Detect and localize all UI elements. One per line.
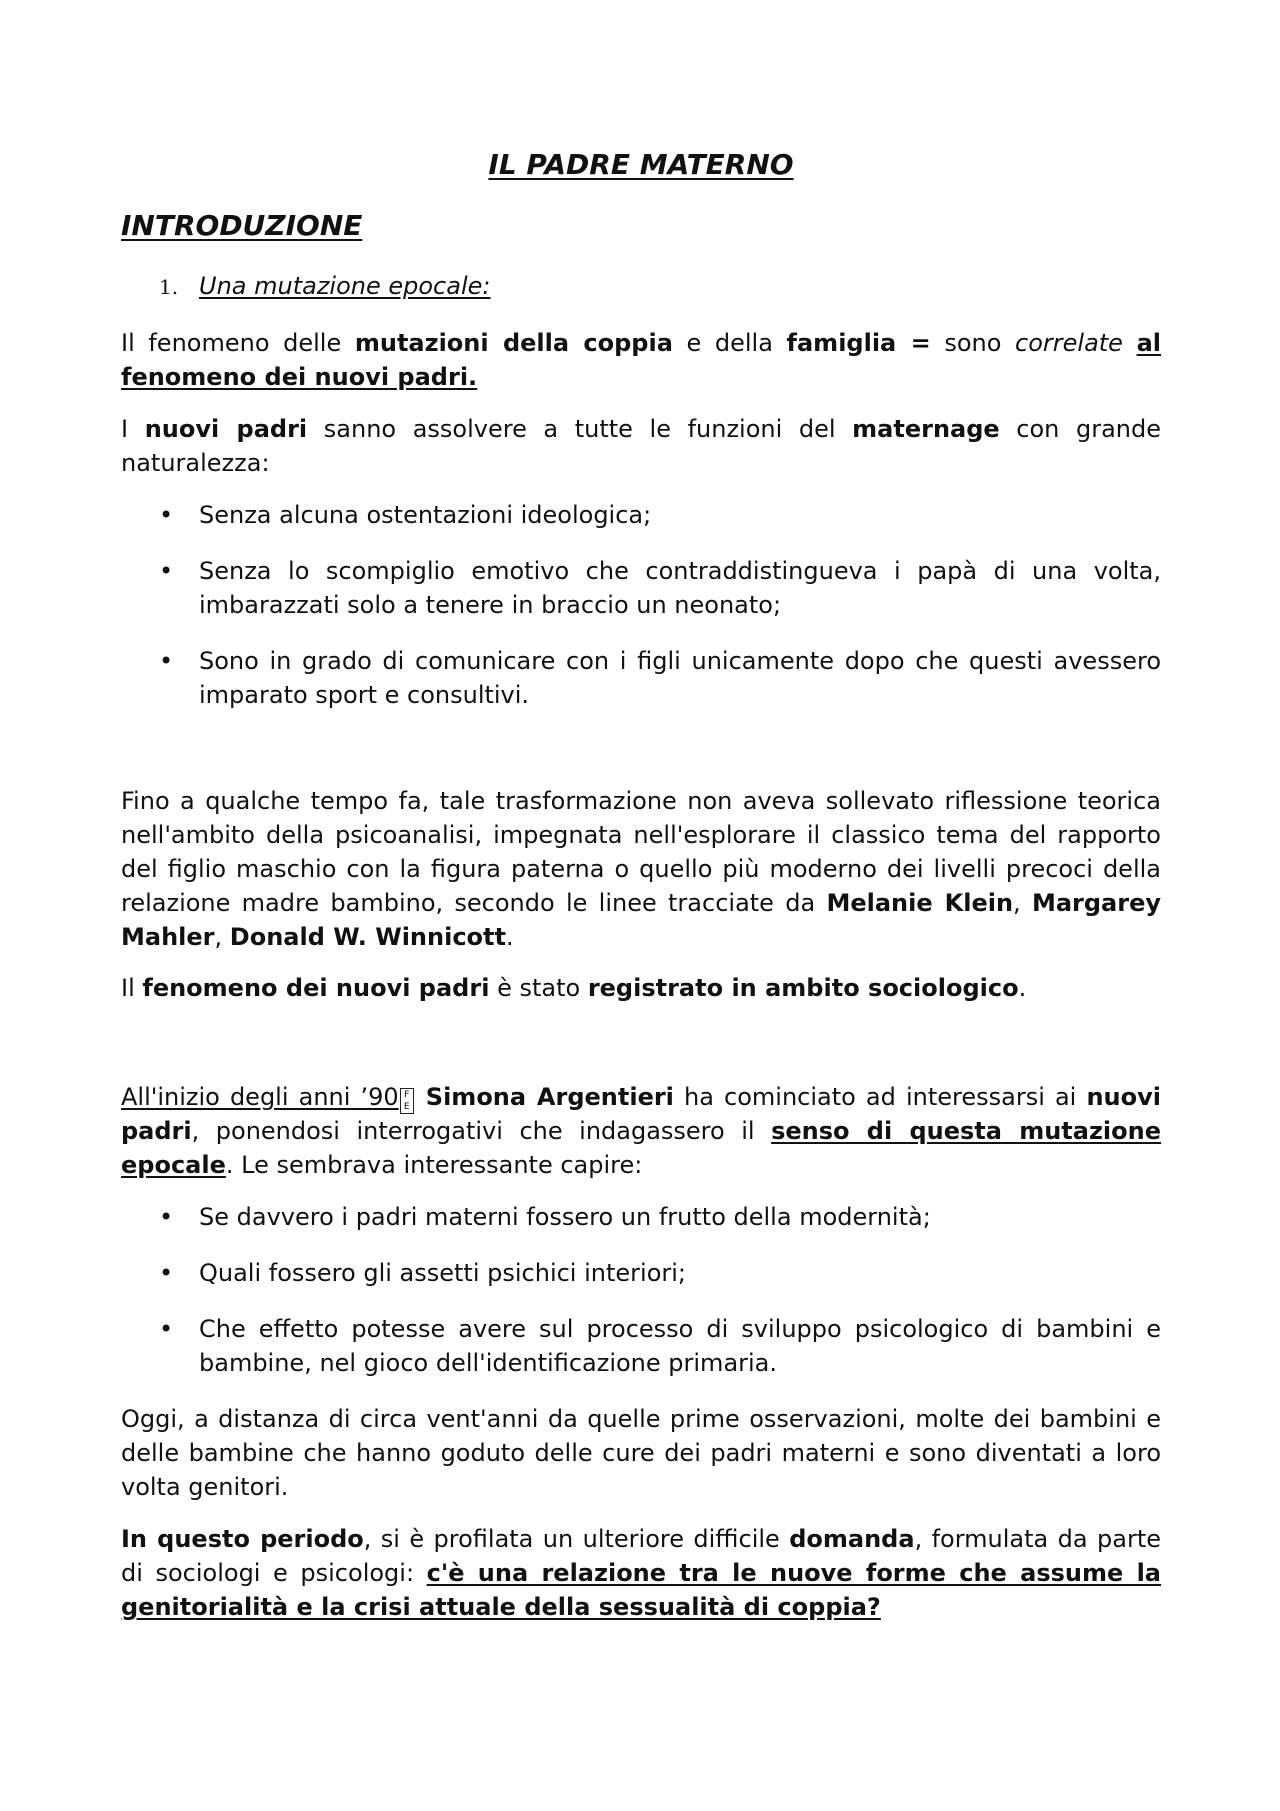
paragraph-2: I nuovi padri sanno assolvere a tutte le funzioni del maternage con grande naturalezza:: [121, 415, 1161, 477]
list-item: • Quali fossero gli assetti psichici interiori;: [121, 1256, 1161, 1290]
bullet-list-1: [121, 498, 1161, 734]
paragraph-1: Il fenomeno delle mutazioni della coppia e della famiglia = sono correlate al fenomeno dei nuovi padri.: [121, 329, 1161, 391]
list-item: • Senza lo scompiglio emotivo che contraddistingueva i papà di una volta, imbarazzati solo a tenere in braccio un neonato;: [121, 554, 1161, 622]
paragraph-3: Fino a qualche tempo fa, tale trasformazione non aveva sollevato riflessione teorica nell'ambito della psicoanalisi, impegnata nell'esplorare il classico tema del rapporto del figlio maschio con la figura paterna o quello più moderno dei livelli precoci della relazione madre bambino, secondo le linee tracciate da Melanie Klein, Margarey Mahler, Donald W. Winnicott.: [121, 787, 1161, 951]
paragraph-7: In questo periodo, si è profilata un ulteriore difficile domanda, formulata da parte di sociologi e psicologi: c'è una relazione tra le nuove forme che assume la genitorialità e la crisi attuale della sessualità di coppia?: [121, 1525, 1162, 1621]
list-item-label: Una mutazione epocale:: [199, 272, 491, 300]
paragraph-5: All'inizio degli anni ’90 F E Simona Argentieri ha cominciato ad interessarsi ai nuovi padri, ponendosi interrogativi che indagassero il senso di questa mutazione epocale. Le sembrava interessante capire:: [121, 1083, 1162, 1179]
paragraph-4: Il fenomeno dei nuovi padri è stato registrato in ambito sociologico.: [121, 974, 1027, 1002]
document-title: IL PADRE MATERNO: [488, 148, 794, 181]
numbered-list-item: [159, 272, 490, 301]
field-marker-icon: F E: [400, 1088, 414, 1114]
paragraph-6: Oggi, a distanza di circa vent'anni da quelle prime osservazioni, molte dei bambini e delle bambine che hanno goduto delle cure dei padri materni e sono diventati a loro volta genitori.: [121, 1405, 1161, 1501]
list-number: 1.: [159, 275, 179, 299]
bullet-list-2: [121, 1200, 1161, 1402]
list-item: • Senza alcuna ostentazioni ideologica;: [121, 498, 1161, 532]
list-item: • Se davvero i padri materni fossero un frutto della modernità;: [121, 1200, 1161, 1234]
list-item: • Sono in grado di comunicare con i figli unicamente dopo che questi avessero imparato sport e consultivi.: [121, 644, 1161, 712]
section-heading: INTRODUZIONE: [121, 209, 363, 242]
list-item: • Che effetto potesse avere sul processo di sviluppo psicologico di bambini e bambine, nel gioco dell'identificazione primaria.: [121, 1312, 1161, 1380]
